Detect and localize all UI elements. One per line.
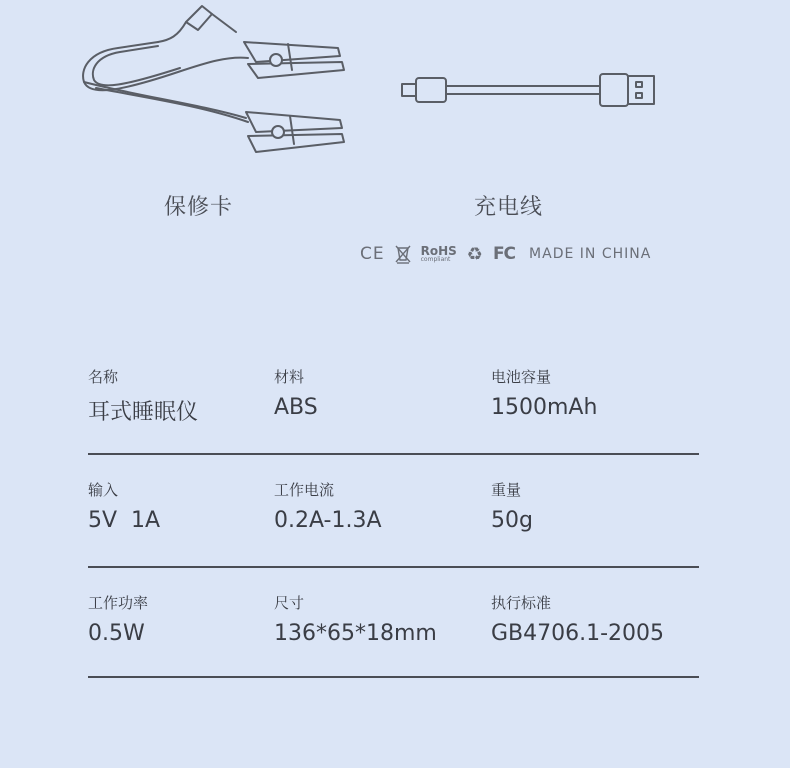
ce-mark: CE [360, 244, 385, 264]
usb-cable-icon [398, 66, 660, 116]
certification-row [360, 242, 651, 266]
spec-cell-current: 工作电流 0.2A-1.3A [274, 481, 382, 533]
spec-cell-input: 输入 5V 1A [88, 481, 161, 533]
spec-cell-name: 名称 耳式睡眠仪 [88, 368, 199, 425]
spec-cell-power: 工作功率 0.5W [88, 594, 149, 646]
made-in-china-text: MADE IN CHINA [529, 246, 652, 262]
spec-cell-standard: 执行标准 GB4706.1-2005 [491, 594, 665, 646]
spec-cell-material: 材料 ABS [274, 368, 318, 420]
spec-cell-battery: 电池容量 1500mAh [491, 368, 598, 420]
spec-cell-weight: 重量 50g [491, 481, 533, 533]
spec-row [88, 352, 699, 455]
ear-clip-cable-icon [78, 0, 358, 160]
spec-cell-size: 尺寸 136*65*18mm [274, 594, 437, 646]
spec-table [88, 352, 699, 678]
recycle-icon: ♻ [466, 243, 483, 265]
fc-mark: FC [492, 244, 516, 264]
spec-row [88, 568, 699, 678]
warranty-card-label: 保修卡 [164, 195, 234, 220]
rohs-mark: RoHS compliant [420, 244, 457, 263]
weee-bin-icon [395, 244, 411, 264]
charging-cable-label: 充电线 [474, 195, 544, 220]
spec-row [88, 455, 699, 568]
